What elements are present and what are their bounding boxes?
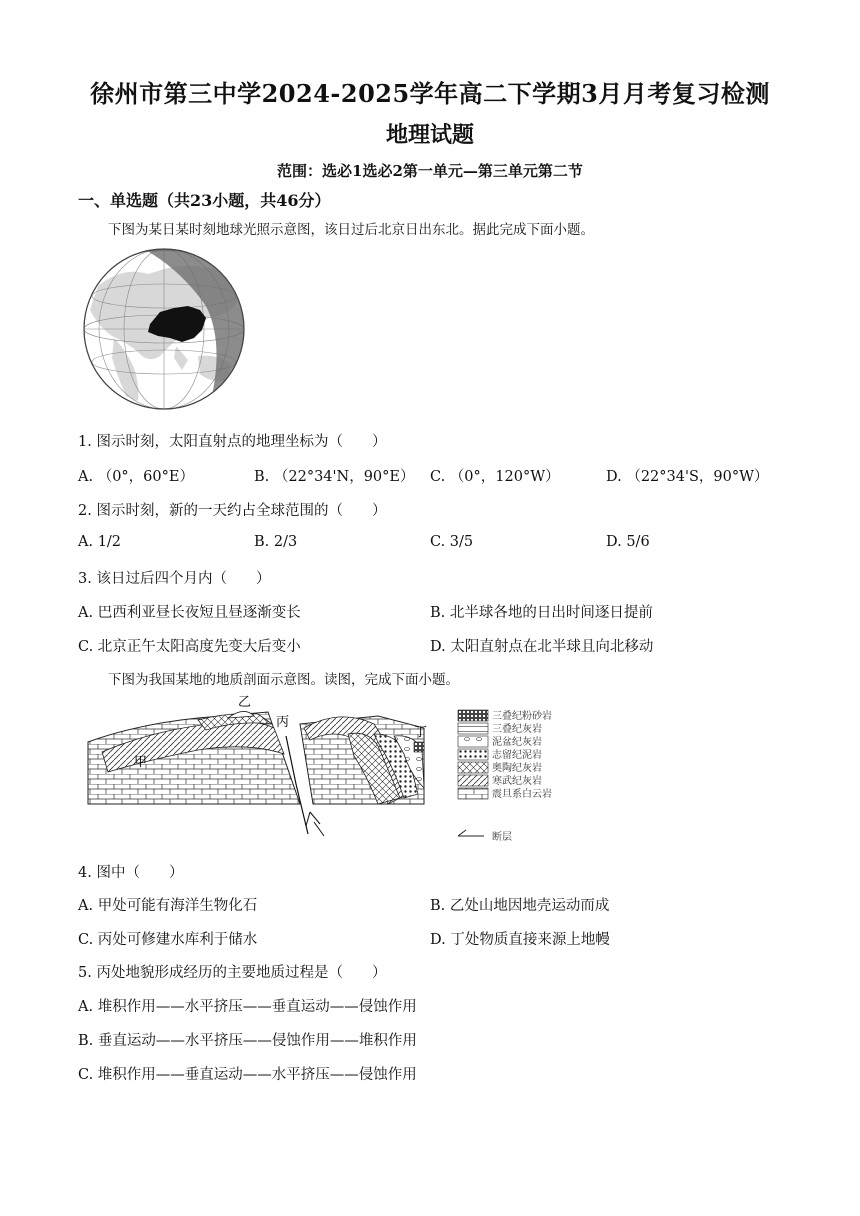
- q4-option-c[interactable]: C. 丙处可修建水库利于储水: [78, 932, 258, 948]
- q4-option-d[interactable]: D. 丁处物质直接来源上地幔: [430, 932, 610, 948]
- question-3-stem: 3. 该日过后四个月内（ ）: [78, 571, 271, 587]
- earth-illumination-figure: [78, 246, 250, 412]
- q2-option-d[interactable]: D. 5/6: [606, 534, 650, 550]
- q3-option-c[interactable]: C. 北京正午太阳高度先变大后变小: [78, 639, 301, 655]
- question-4-stem: 4. 图中（ ）: [78, 865, 184, 881]
- q2-option-c[interactable]: C. 3/5: [430, 534, 474, 550]
- group1-intro: 下图为某日某时刻地球光照示意图，该日过后北京日出东北。据此完成下面小题。: [108, 222, 594, 238]
- legend-item: 泥盆纪灰岩: [492, 737, 542, 748]
- legend-item: 三叠纪粉砂岩: [492, 711, 552, 722]
- q1-option-d[interactable]: D. （22°34'S，90°W）: [606, 469, 769, 485]
- q5-option-a[interactable]: A. 堆积作用——水平挤压——垂直运动——侵蚀作用: [78, 999, 417, 1015]
- q1-option-c[interactable]: C. （0°，120°W）: [430, 469, 560, 485]
- geologic-section-figure: [78, 694, 598, 852]
- question-2-stem: 2. 图示时刻，新的一天约占全球范围的（ ）: [78, 503, 387, 519]
- q4-option-b[interactable]: B. 乙处山地因地壳运动而成: [430, 898, 610, 914]
- q4-option-a[interactable]: A. 甲处可能有海洋生物化石: [78, 898, 258, 914]
- group2-intro: 下图为我国某地的地质剖面示意图。读图，完成下面小题。: [108, 672, 459, 688]
- legend-item: 三叠纪灰岩: [492, 724, 542, 735]
- question-1-stem: 1. 图示时刻，太阳直射点的地理坐标为（ ）: [78, 434, 387, 450]
- page-title: 徐州市第三中学2024-2025学年高二下学期3月月考复习检测: [90, 79, 770, 108]
- label-bing: 丙: [276, 715, 290, 730]
- q2-option-a[interactable]: A. 1/2: [78, 534, 122, 550]
- fault-legend-icon: [458, 830, 484, 836]
- label-yi: 乙: [238, 695, 252, 710]
- q3-option-a[interactable]: A. 巴西利亚昼长夜短且昼逐渐变长: [78, 605, 301, 621]
- q5-option-b[interactable]: B. 垂直运动——水平挤压——侵蚀作用——堆积作用: [78, 1033, 417, 1049]
- q3-option-d[interactable]: D. 太阳直射点在北半球且向北移动: [430, 639, 654, 655]
- q3-option-b[interactable]: B. 北半球各地的日出时间逐日提前: [430, 605, 653, 621]
- legend-item: 震旦系白云岩: [492, 789, 552, 800]
- legend-item: 寒武纪灰岩: [492, 776, 542, 787]
- legend-fault-label: 断层: [492, 832, 512, 843]
- q1-option-b[interactable]: B. （22°34'N，90°E）: [254, 469, 415, 485]
- label-jia: 甲: [134, 755, 148, 770]
- q1-option-a[interactable]: A. （0°，60°E）: [78, 469, 194, 485]
- legend-item: 志留纪泥岩: [492, 750, 542, 761]
- subject-title: 地理试题: [385, 122, 474, 148]
- legend-item: 奥陶纪灰岩: [492, 763, 542, 774]
- section-heading: 一、单选题（共23小题，共46分）: [78, 191, 331, 210]
- figure-legend: [458, 709, 552, 843]
- question-5-stem: 5. 丙处地貌形成经历的主要地质过程是（ ）: [78, 965, 387, 981]
- q5-option-c[interactable]: C. 堆积作用——垂直运动——水平挤压——侵蚀作用: [78, 1067, 417, 1083]
- q2-option-b[interactable]: B. 2/3: [254, 534, 298, 550]
- exam-scope: 范围：选必1选必2第一单元—第三单元第二节: [277, 162, 583, 180]
- label-ding: 丁: [414, 725, 428, 740]
